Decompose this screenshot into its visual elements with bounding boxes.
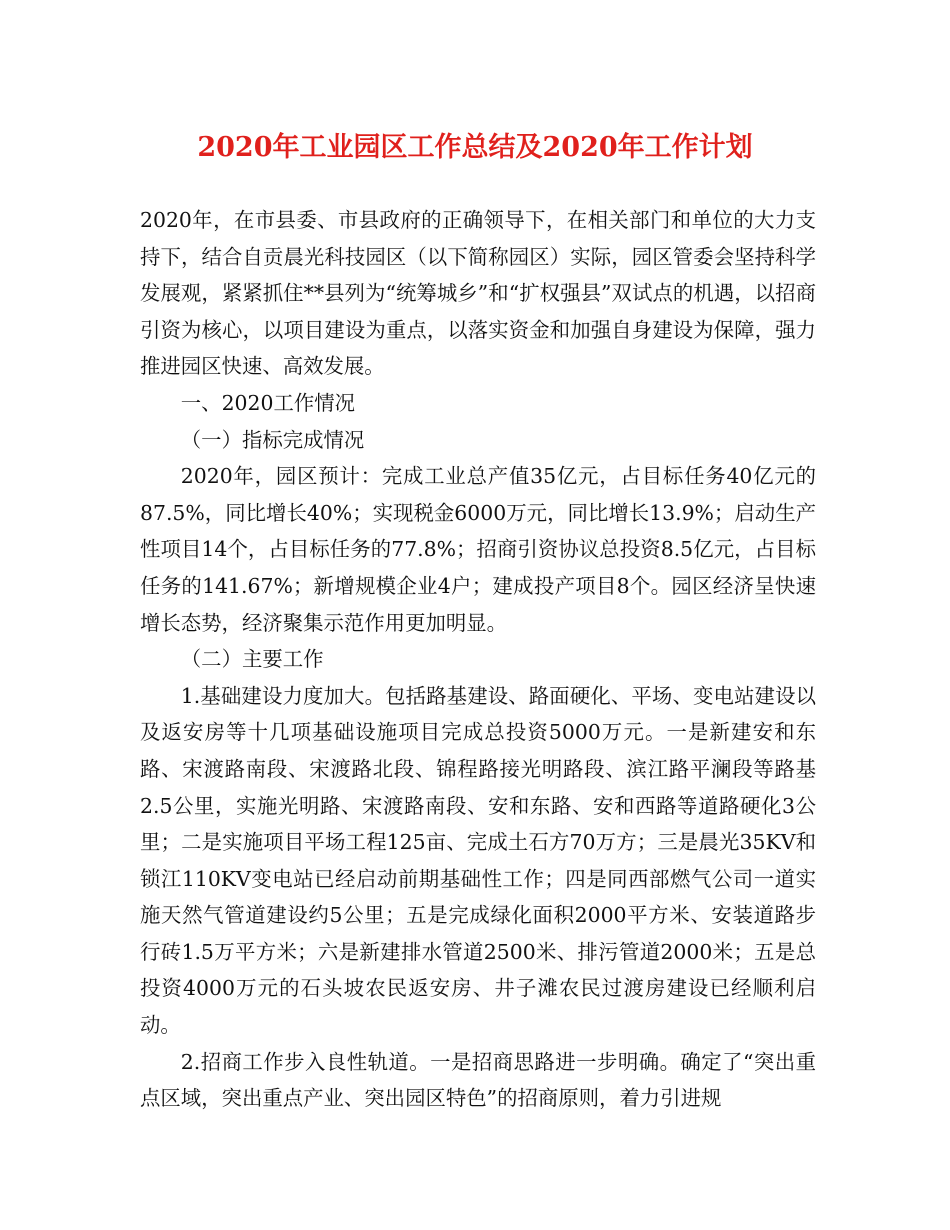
paragraph-indicators: 2020年，园区预计：完成工业总产值35亿元，占目标任务40亿元的87.5%，同比增长40%；实现税金6000万元，同比增长13.9%；启动生产性项目14个，占目标任务的77.8%；招商引资协议总投资8.5亿元，占目标任务的141.67%；新增规模企业4户；建成投产项目8个。园区经济呈快速增长态势，经济聚集示范作用更加明显。 [140, 464, 816, 635]
subsection-heading-main-work: （二）主要工作 [180, 647, 324, 672]
paragraph-intro: 2020年，在市县委、市县政府的正确领导下，在相关部门和单位的大力支持下，结合自贡晨光科技园区（以下简称园区）实际，园区管委会坚持科学发展观，紧紧抓住**县列为“统筹城乡”和“扩权强县”双试点的机遇，以招商引资为核心，以项目建设为重点，以落实资金和加强自身建设为保障，强力推进园区快速、高效发展。 [140, 208, 816, 379]
paragraph-investment: 2.招商工作步入良性轨道。一是招商思路进一步明确。确定了“突出重点区域，突出重点产业、突出园区特色”的招商原则，着力引进规 [140, 1049, 816, 1111]
paragraph-infrastructure: 1.基础建设力度加大。包括路基建设、路面硬化、平场、变电站建设以及返安房等十几项基础设施项目完成总投资5000万元。一是新建安和东路、宋渡路南段、宋渡路北段、锦程路接光明路段、滨江路平澜段等路基2.5公里，实施光明路、宋渡路南段、安和东路、安和西路等道路硬化3公里；二是实施项目平场工程125亩、完成土石方70万方；三是晨光35KV和锁江110KV变电站已经启动前期基础性工作；四是同西部燃气公司一道实施天然气管道建设约5公里；五是完成绿化面积2000平方米、安装道路步行砖1.5万平方米；六是新建排水管道2500米、排污管道2000米；五是总投资4000万元的石头坡农民返安房、井子滩农民过渡房建设已经顺利启动。 [140, 683, 816, 1038]
section-heading-2020-work: 一、2020工作情况 [180, 390, 356, 415]
subsection-heading-indicators: （一）指标完成情况 [180, 427, 365, 452]
document-body [140, 202, 816, 1117]
document-title: 2020年工业园区工作总结及2020年工作计划 [197, 132, 753, 163]
